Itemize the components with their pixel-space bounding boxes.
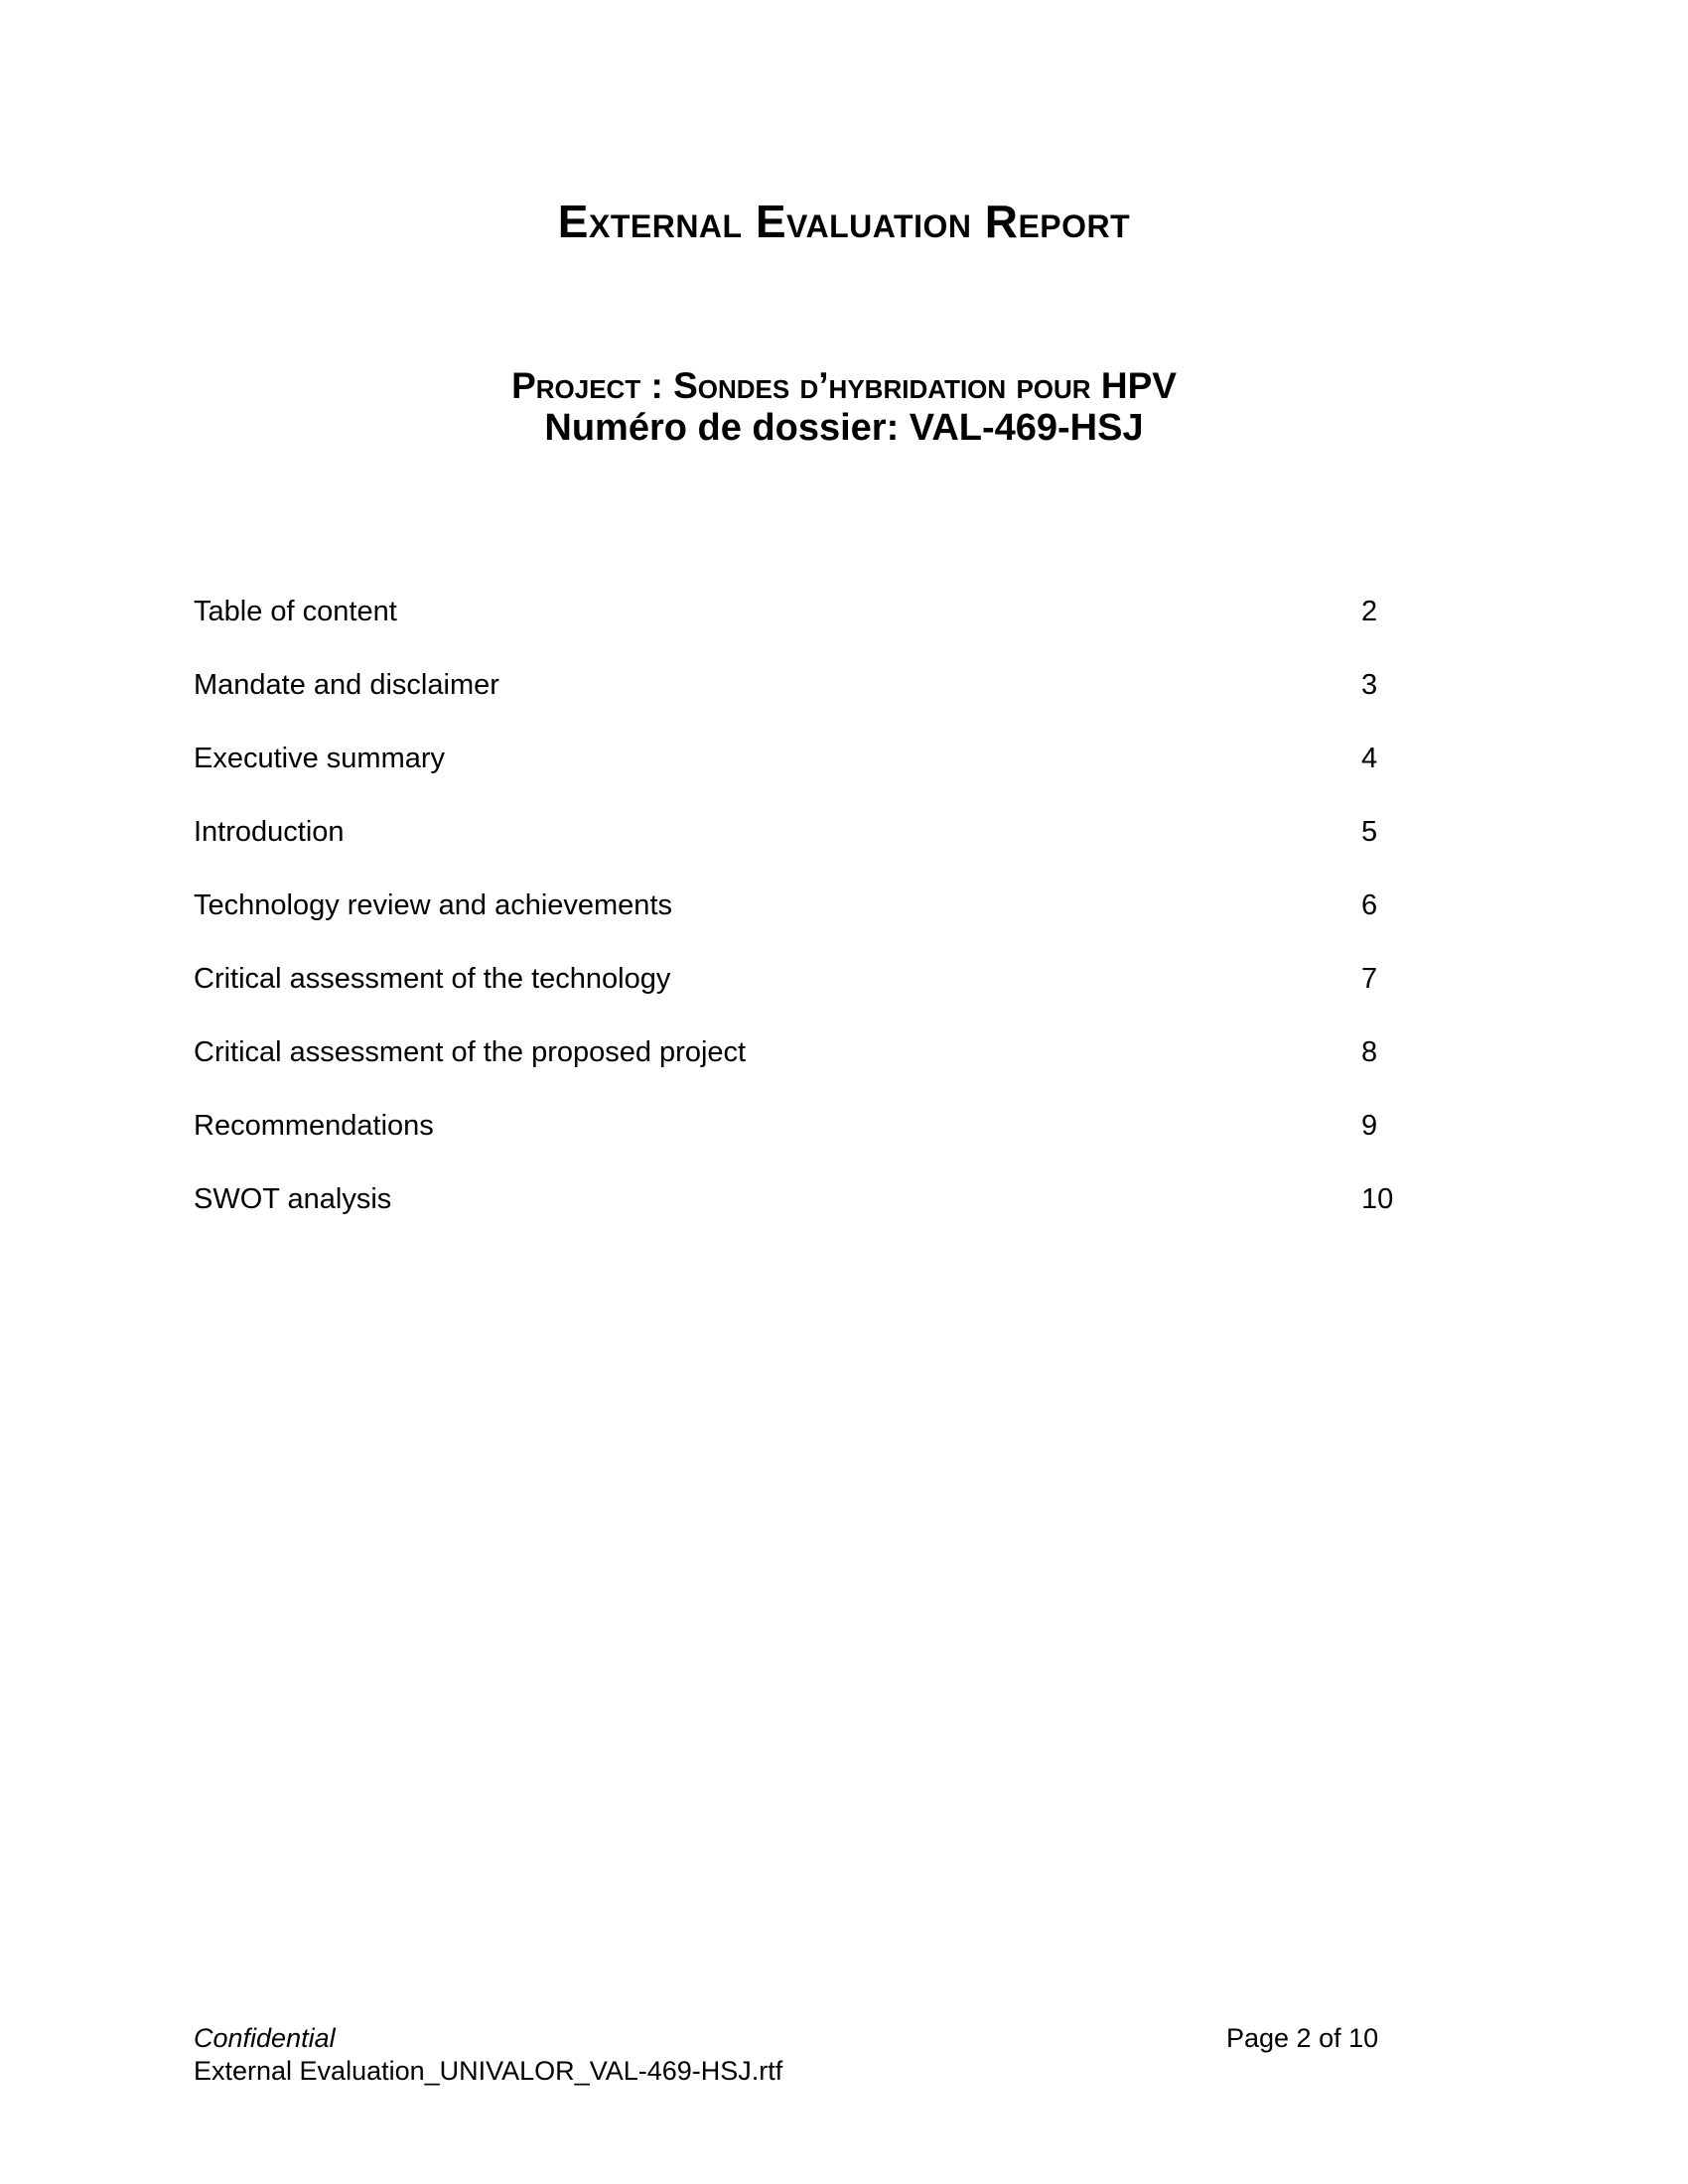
toc-item [194, 743, 1395, 816]
toc-item-label: Introduction [194, 816, 345, 848]
project-name: Project : Sondes d’hybridation pour HPV [511, 365, 1177, 406]
report-title: External Evaluation Report [557, 196, 1131, 247]
toc-item-page: 6 [1361, 889, 1378, 921]
toc-item [194, 1036, 1395, 1110]
toc-item [194, 816, 1395, 889]
dossier-number: Numéro de dossier: VAL-469-HSJ [544, 407, 1144, 449]
toc-item-label: SWOT analysis [194, 1183, 392, 1215]
footer-confidential: Confidential [194, 2023, 336, 2053]
footer-left [194, 2022, 782, 2088]
toc-item-label: Mandate and disclaimer [194, 669, 499, 701]
toc-item-page: 2 [1361, 596, 1378, 627]
toc-item [194, 596, 1395, 669]
footer-filename: External Evaluation_UNIVALOR_VAL-469-HSJ.rtf [194, 2056, 783, 2086]
toc-item-label: Critical assessment of the proposed project [194, 1036, 747, 1068]
toc-item-page: 4 [1361, 743, 1378, 774]
toc-item [194, 1183, 1395, 1257]
toc-item-page: 9 [1361, 1110, 1378, 1142]
toc-item-page: 3 [1361, 669, 1378, 701]
toc-item-page: 7 [1361, 963, 1378, 995]
toc-item [194, 1110, 1395, 1183]
toc-item-page: 10 [1361, 1183, 1394, 1215]
footer-page-indicator: Page 2 of 10 [1226, 2023, 1379, 2053]
toc-item-page: 5 [1361, 816, 1378, 848]
toc-item-label: Executive summary [194, 743, 446, 774]
toc-item-page: 8 [1361, 1036, 1378, 1068]
toc-item [194, 963, 1395, 1036]
toc-item [194, 669, 1395, 743]
table-of-contents [194, 596, 1395, 1257]
toc-item [194, 889, 1395, 963]
toc-item-label: Recommendations [194, 1110, 434, 1142]
toc-item-label: Technology review and achievements [194, 889, 672, 921]
toc-item-label: Table of content [194, 596, 397, 627]
toc-item-label: Critical assessment of the technology [194, 963, 671, 995]
